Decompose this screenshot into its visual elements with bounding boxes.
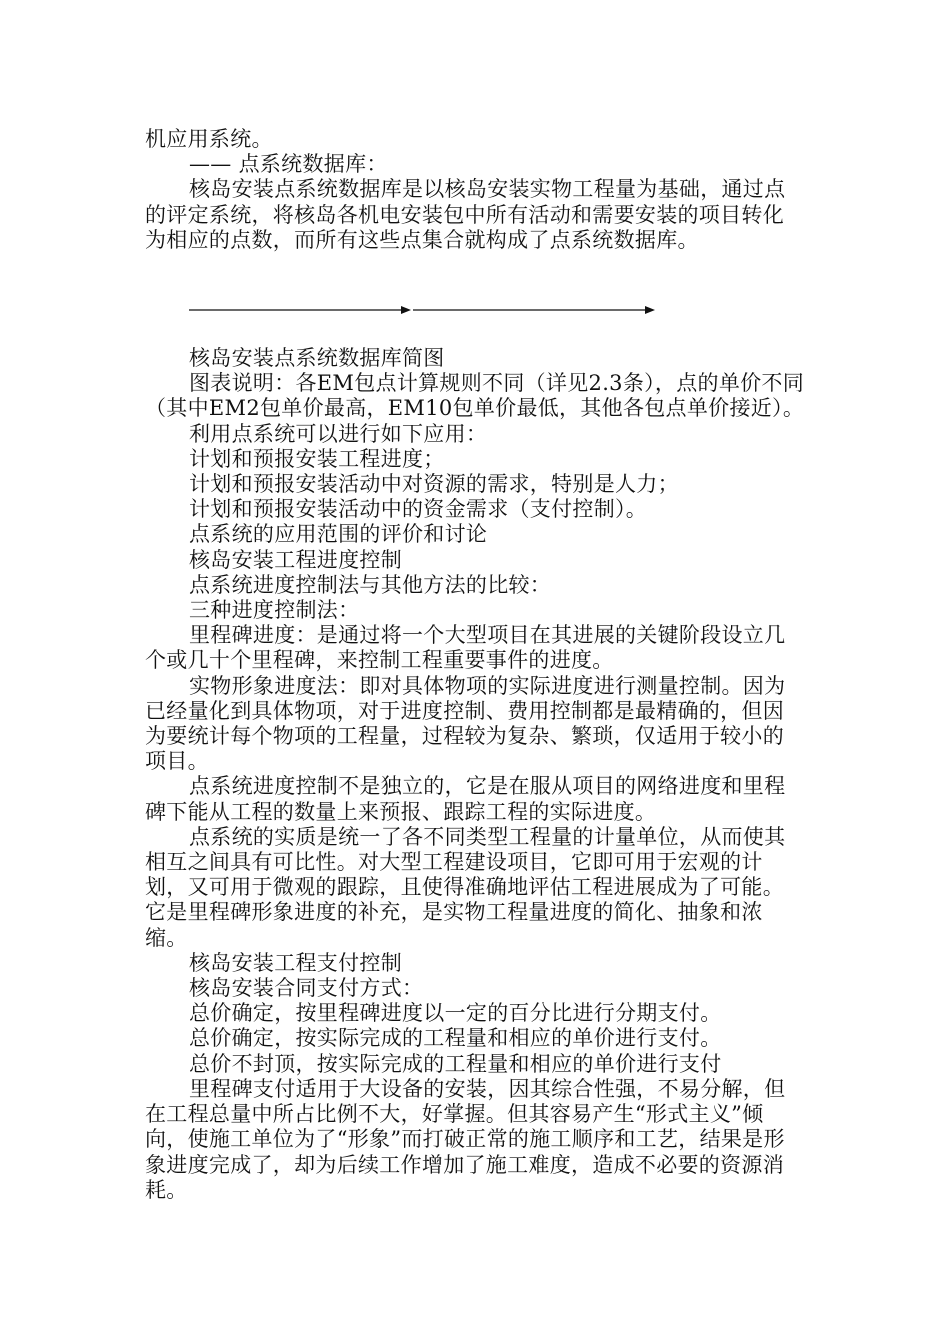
figure-caption: 核岛安装点系统数据库简图 <box>189 346 445 370</box>
list-item: 计划和预报安装活动中的资金需求（支付控制）。 <box>189 497 648 522</box>
paragraph-milestone: 里程碑进度：是通过将一个大型项目在其进展的关键阶段设立几个或几十个里程碑，来控制工程重要事件的进度。 <box>145 623 786 673</box>
body-text-block <box>145 346 805 1203</box>
list-item: 总价确定，按里程碑进度以一定的百分比进行分期支付。 <box>189 1001 722 1026</box>
section-heading: 核岛安装工程支付控制 <box>189 950 402 975</box>
section-heading: 点系统的应用范围的评价和讨论 <box>189 522 488 547</box>
section-heading: 点系统进度控制法与其他方法的比较： <box>189 572 552 597</box>
list-item: 总价不封顶，按实际完成的工程量和相应的单价进行支付 <box>189 1051 722 1076</box>
section-heading: 三种进度控制法： <box>189 598 360 623</box>
paragraph-point-control: 点系统进度控制不是独立的，它是在服从项目的网络进度和里程碑下能从工程的数量上来预报、跟踪工程的实际进度。 <box>145 774 786 824</box>
paragraph-point-essence: 点系统的实质是统一了各不同类型工程量的计量单位，从而使其相互之间具有可比性。对大型工程建设项目，它即可用于宏观的计划，又可用于微观的跟踪，且使得准确地评估工程进展成为了可能。它是里程碑形象进度的补充，是实物工程量进度的简化、抽象和浓缩。 <box>145 824 786 950</box>
list-intro: 利用点系统可以进行如下应用： <box>189 421 488 446</box>
paragraph-physical-progress: 实物形象进度法：即对具体物项的实际进度进行测量控制。因为已经量化到具体物项，对于进度控制、费用控制都是最精确的，但因为要统计每个物项的工程量，过程较为复杂、繁琐，仅适用于较小的项目。 <box>145 673 786 774</box>
paragraph-database-definition: 核岛安装点系统数据库是以核岛安装实物工程量为基础，通过点的评定系统，将核岛各机电安装包中所有活动和需要安装的项目转化为相应的点数，而所有这些点集合就构成了点系统数据库。 <box>145 177 786 252</box>
paragraph-milestone-payment: 里程碑支付适用于大设备的安装，因其综合性强，不易分解，但在工程总量中所占比例不大，好掌握。但其容易产生“形式主义”倾向，使施工单位为了“形象”而打破正常的施工顺序和工艺，结果是形象进度完成了，却为后续工作增加了施工难度，造成不必要的资源消耗。 <box>145 1076 786 1202</box>
section-heading-point-database: —— 点系统数据库： <box>189 152 388 177</box>
list-item: 计划和预报安装活动中对资源的需求，特别是人力； <box>189 472 679 497</box>
list-item: 计划和预报安装工程进度； <box>189 446 445 471</box>
figure-note: 图表说明：各EM包点计算规则不同（详见2.3条），点的单价不同（其中EM2包单价最高，EM10包单价最低，其他各包点单价接近）。 <box>145 371 805 421</box>
paragraph-continued: 机应用系统。 <box>145 127 273 151</box>
diagram-arrows <box>189 300 659 320</box>
arrow-head-right <box>645 306 655 314</box>
list-item: 总价确定，按实际完成的工程量和相应的单价进行支付。 <box>189 1026 722 1051</box>
section-heading: 核岛安装工程进度控制 <box>189 547 402 572</box>
section-heading: 核岛安装合同支付方式： <box>189 976 424 1001</box>
arrow-head-left <box>401 306 411 314</box>
top-text-block <box>145 127 805 253</box>
